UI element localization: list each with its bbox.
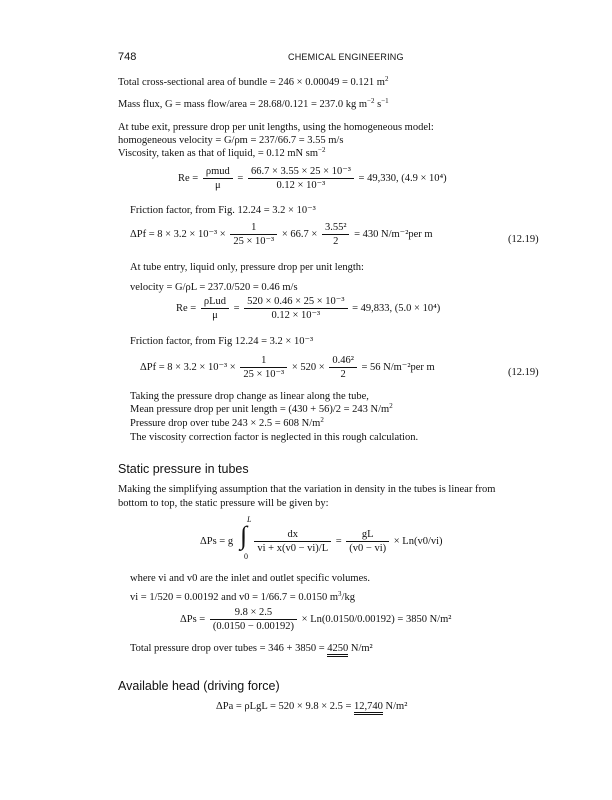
equation-number: (12.19) bbox=[508, 367, 539, 378]
highlighted-result: 4250 bbox=[327, 643, 348, 657]
running-title: CHEMICAL ENGINEERING bbox=[288, 52, 404, 62]
text-line: Friction factor, from Fig 12.24 = 3.2 × 10⁻³ bbox=[130, 336, 314, 347]
fraction: $\frac{\text{520 × 0.46 × 25 × 10⁻³}}{\text{0.12 × 10⁻³}}$ bbox=[244, 295, 347, 322]
text-line: Making the simplifying assumption that the variation in density in the tubes is linear from bbox=[118, 484, 496, 495]
section-heading-static-pressure: Static pressure in tubes bbox=[118, 462, 249, 476]
text-line: Mass flux, G = mass flow/area = 28.68/0.121 = 237.0 kg $m^{-2}$ $s^{-1}$ bbox=[118, 97, 389, 110]
integral-upper-limit: L bbox=[247, 515, 252, 524]
text-line: velocity = G/ρL = 237.0/520 = 0.46 m/s bbox=[130, 282, 298, 293]
fraction: $\frac{gL}{(v0 - vi)}$ bbox=[346, 528, 389, 555]
static-pressure-result: ΔPs = $\frac{9.8 \times 2.5}{(0.0150 - 0.00192)}$ × Ln(0.0150/0.00192) = 3850 N/m² bbox=[180, 607, 452, 632]
fraction: $\frac{\text{0.46²}}{2}$ bbox=[329, 354, 357, 381]
static-pressure-integral: ΔPs = g $\frac{dx}{vi + x(v0 - vi)/L}$ = $\frac{gL}{(v0 - vi)}$ × Ln(v0/vi) bbox=[200, 529, 443, 554]
total-pressure-drop-line: Total pressure drop over tubes = 346 + 3850 = 4250 N/m² bbox=[130, 642, 373, 655]
reynolds-equation-entry: Re = $\frac{\text{ρLud}}{\mu}$ = $\frac{\text{520 × 0.46 × 25 × 10⁻³}}{\text{0.12 × 10⁻³}}$ = 49,833, (5.0 × 10⁴) bbox=[176, 296, 441, 321]
integral-sign: ∫ bbox=[240, 521, 248, 550]
pressure-drop-equation-entry: ΔPf = 8 × 3.2 × 10⁻³ × $\frac{1}{\text{25 × 10⁻³}}$ × 520 × $\frac{\text{0.46²}}{2}$ = 56 N/m⁻²per m bbox=[140, 355, 435, 380]
text-line: homogeneous velocity = G/ρm = 237/66.7 = 3.55 m/s bbox=[118, 135, 344, 146]
equation-number: (12.19) bbox=[508, 234, 539, 245]
fraction: $\frac{\text{66.7 × 3.55 × 25 × 10⁻³}}{\text{0.12 × 10⁻³}}$ bbox=[248, 165, 354, 192]
text-line: At tube entry, liquid only, pressure drop per unit length: bbox=[130, 262, 364, 273]
text-line: Friction factor, from Fig. 12.24 = 3.2 × 10⁻³ bbox=[130, 205, 316, 216]
text-line: At tube exit, pressure drop per unit lengths, using the homogeneous model: bbox=[118, 122, 434, 133]
text-line: where vi and v0 are the inlet and outlet specific volumes. bbox=[130, 573, 370, 584]
text-line: bottom to top, the static pressure will be given by: bbox=[118, 498, 329, 509]
integral-lower-limit: 0 bbox=[244, 552, 248, 561]
fraction: $\frac{1}{\text{25 × 10⁻³}}$ bbox=[240, 354, 287, 381]
fraction: $\frac{\text{3.55²}}{2}$ bbox=[322, 221, 350, 248]
page-number: 748 bbox=[118, 51, 137, 63]
reynolds-equation-exit: Re = $\frac{\text{ρmud}}{\mu}$ = $\frac{\text{66.7 × 3.55 × 25 × 10⁻³}}{\text{0.12 × 10⁻³}}$ = 49,330, (4.9 × 10⁴) bbox=[178, 166, 447, 191]
fraction: $\frac{9.8 \times 2.5}{(0.0150 - 0.00192)}$ bbox=[210, 606, 297, 633]
fraction: $\frac{\text{ρLud}}{\mu}$ bbox=[201, 295, 229, 322]
text-line: Pressure drop over tube 243 × 2.5 = 608 $N/m^2$ bbox=[130, 416, 324, 429]
text-line: The viscosity correction factor is neglected in this rough calculation. bbox=[130, 432, 419, 443]
text-line: vi = 1/520 = 0.00192 and v0 = 1/66.7 = 0.0150 $m^3/kg$ bbox=[130, 590, 355, 603]
page-header bbox=[118, 51, 548, 65]
fraction: $\frac{dx}{vi + x(v0 - vi)/L}$ bbox=[254, 528, 331, 555]
text-line: Viscosity, taken as that of liquid, = 0.12 mN $sm^{-2}$ bbox=[118, 146, 326, 159]
fraction: $\frac{1}{\text{25 × 10⁻³}}$ bbox=[230, 221, 277, 248]
text-line: Taking the pressure drop change as linear along the tube, bbox=[130, 391, 369, 402]
pressure-drop-equation-exit: ΔPf = 8 × 3.2 × 10⁻³ × $\frac{1}{\text{25 × 10⁻³}}$ × 66.7 × $\frac{\text{3.55²}}{2}$ = 430 N/m⁻²per m bbox=[130, 222, 433, 247]
text-line: Total cross-sectional area of bundle = 246 × 0.00049 = 0.121 $m^2$ bbox=[118, 75, 389, 88]
text-line: Mean pressure drop per unit length = (430 + 56)/2 = 243 $N/m^2$ bbox=[130, 402, 393, 415]
fraction: $\frac{\text{ρmud}}{\mu}$ bbox=[203, 165, 233, 192]
section-heading-available-head: Available head (driving force) bbox=[118, 679, 280, 693]
highlighted-result: 12,740 bbox=[354, 701, 383, 715]
available-head-equation: ΔPa = ρLgL = 520 × 9.8 × 2.5 = 12,740 N/m² bbox=[216, 700, 407, 713]
